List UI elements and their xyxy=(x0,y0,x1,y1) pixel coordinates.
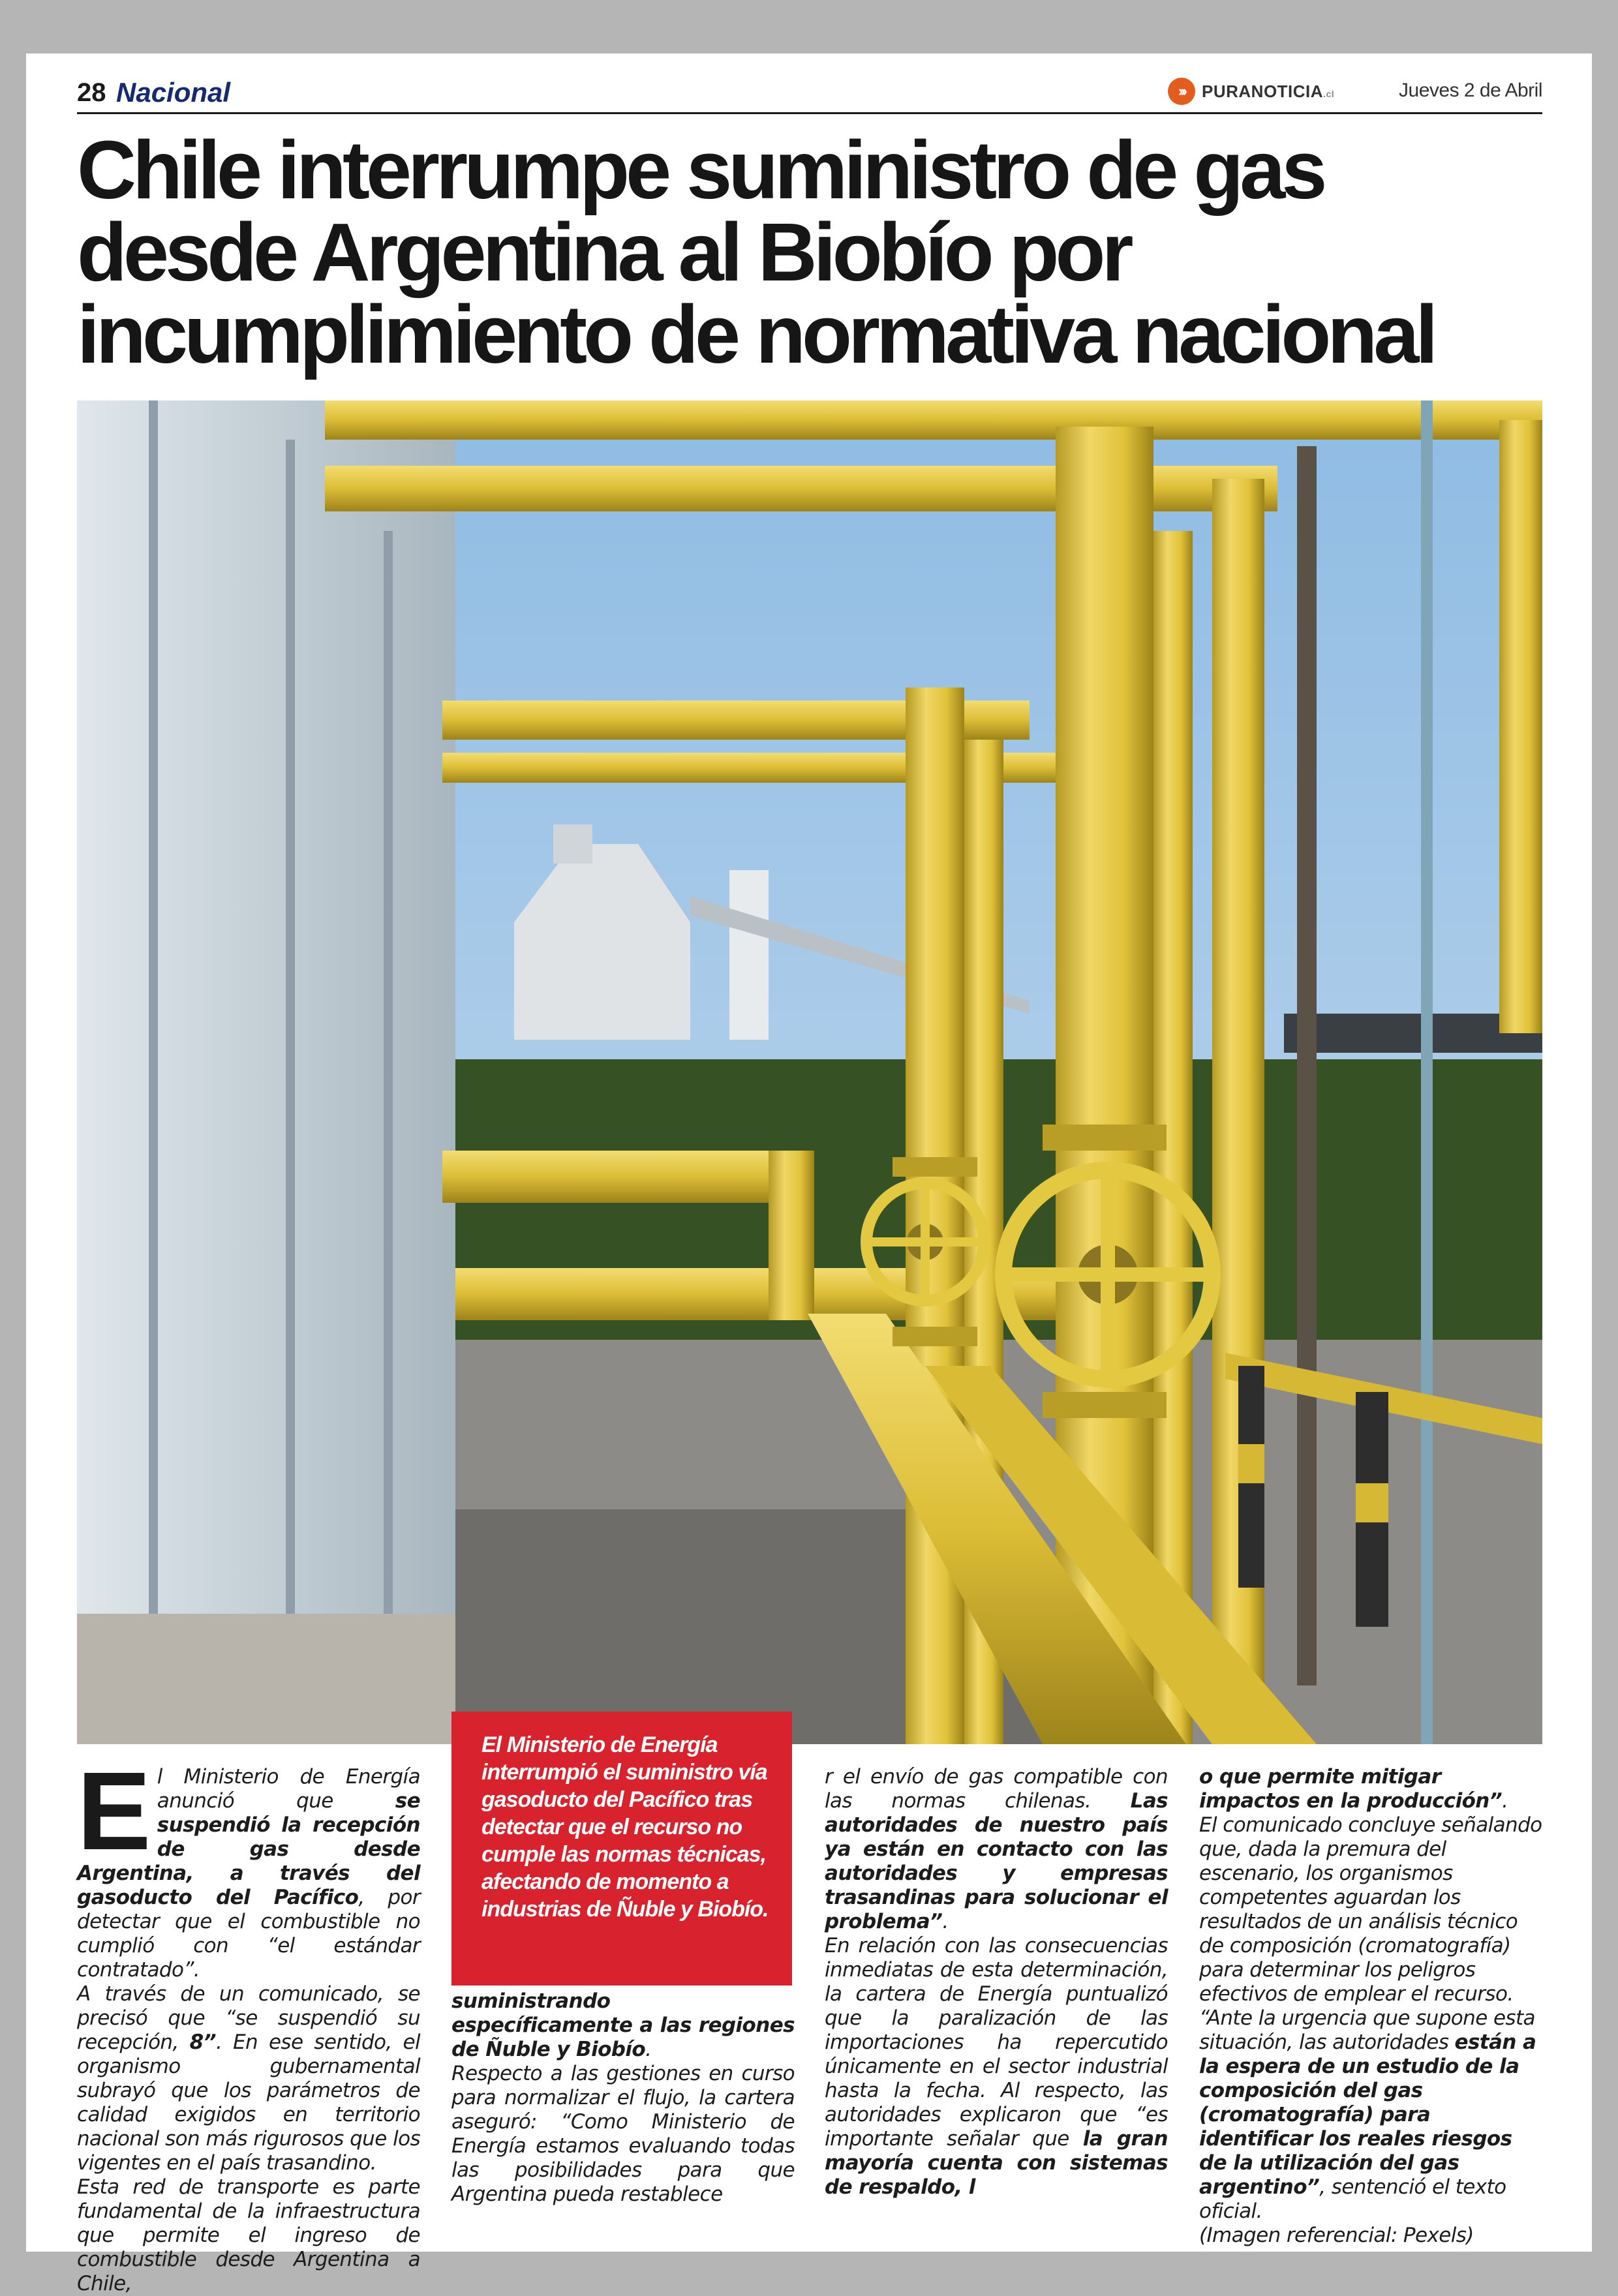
article-paragraph: o que permite mitigar impactos en la producción”. xyxy=(1199,1765,1508,1813)
pull-quote-box xyxy=(451,1712,792,1986)
drop-cap: E xyxy=(77,1749,151,1873)
section-name: Nacional xyxy=(116,77,231,108)
gas-pipeline-photo xyxy=(77,400,1542,1744)
pull-quote-text: El Ministerio de Energía interrumpió el suministro vía gasoducto del Pacífico tras detectar que el recurso no cumple las normas técnicas, afectando de momento a industrias de Ñuble y Biobío. xyxy=(481,1732,769,1922)
image-credit: (Imagen referencial: Pexels) xyxy=(1199,2224,1474,2247)
article-column-1 xyxy=(77,1749,420,2296)
article-paragraph: En relación con las consecuencias inmediatas de esta determinación, la cartera de Energía puntualizó que la paralización de las importaciones ha repercutido únicamente en el sector industrial hasta la fecha. Al respecto, las autoridades explicaron que “es importante señalar que la gran mayoría cuenta con sistemas de respaldo, l xyxy=(825,1934,1168,2199)
article-column-4 xyxy=(1199,1765,1542,2248)
valve-wheel-small xyxy=(866,1183,984,1301)
headline: Chile interrumpe suministro de gas desde Argentina al Biobío por incumplimiento de normativa nacional xyxy=(77,124,1435,380)
article-paragraph: Respecto a las gestiones en curso para normalizar el flujo, la cartera aseguró: “Como Ministerio de Energía estamos evaluando todas las posibilidades para que Argentina pueda restablece xyxy=(451,2062,795,2206)
page-header xyxy=(77,72,1542,116)
header-rule xyxy=(77,112,1542,114)
article-paragraph: r el envío de gas compatible con las normas chilenas. Las autoridades de nuestro país ya están en contacto con las autoridades y empresas trasandinas para solucionar el problema”. xyxy=(825,1765,1168,1933)
page-number: 28 xyxy=(77,78,106,107)
puranoticia-logo xyxy=(1168,76,1334,107)
article-paragraph: El Ministerio de Energía anunció que se suspendió la recepción de gas desde Argentina, a través del gasoducto del Pacífico, por detectar que el combustible no cumplió con “el estándar contratado”. xyxy=(77,1749,420,1982)
article-column-2 xyxy=(451,1989,795,2207)
article-paragraph: El comunicado concluye señalando que, dada la premura del escenario, los organismos competentes aguardan los resultados de un análisis técnico de composición (cromatografía) para determinar los peligros efectivos de emplear el recurso. “Ante la urgencia que supone esta situación, las autoridades están a la espera de un estudio de la composición del gas (cromatografía) para identificar los reales riesgos de la utilización del gas argentino”, sentenció el texto oficial. xyxy=(1199,1813,1542,2223)
article-paragraph: suministrando específicamente a las regiones de Ñuble y Biobío. xyxy=(451,1989,795,2061)
valve-wheel-large xyxy=(1003,1170,1212,1379)
issue-date: Jueves 2 de Abril xyxy=(1399,80,1542,101)
chevrons-logo-icon: ››› xyxy=(1168,78,1195,105)
article-paragraph: A través de un comunicado, se precisó que “se suspendió su recepción, 8”. En ese sentido, el organismo gubernamental subrayó que los parámetros de calidad exigidos en territorio nacional son más rigurosos que los vigentes en el país trasandino. xyxy=(77,1982,420,2175)
logo-text: PURANOTICIA.cl xyxy=(1202,81,1335,101)
article-column-3 xyxy=(825,1765,1168,2199)
article-paragraph: Esta red de transporte es parte fundamental de la infraestructura que permite el ingreso de combustible desde Argentina a Chile, xyxy=(77,2175,420,2295)
